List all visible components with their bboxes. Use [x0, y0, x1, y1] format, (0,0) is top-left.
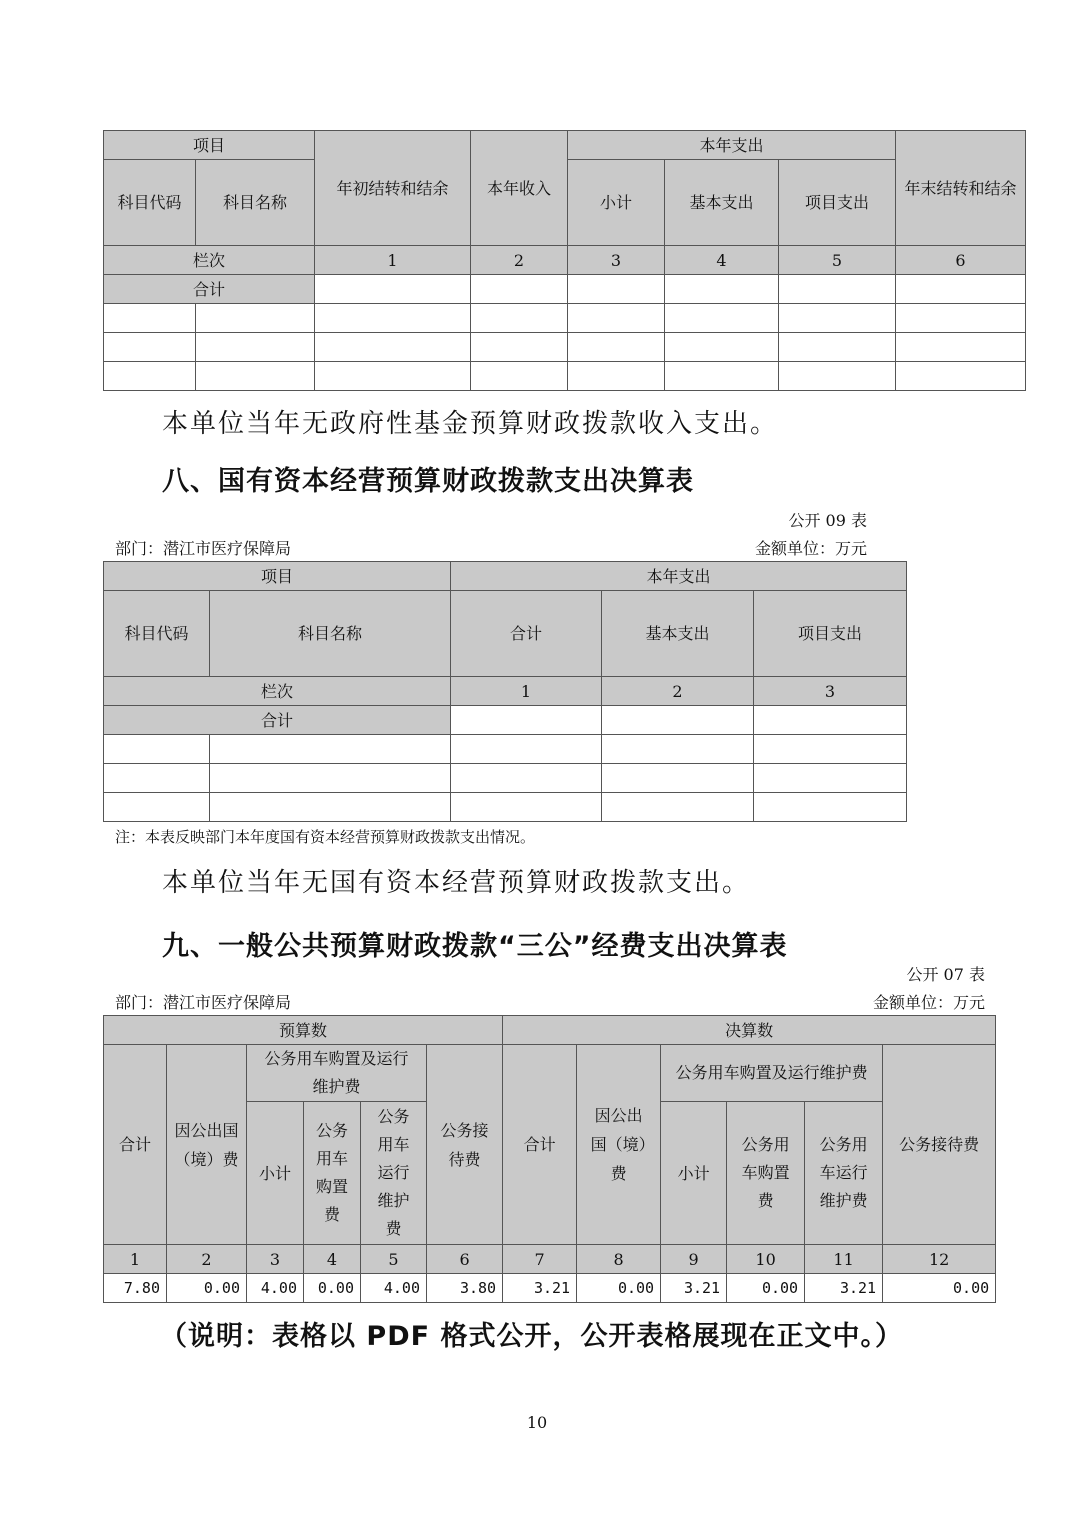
three-public-expense-table: [103, 1015, 996, 1303]
col-number: 4: [304, 1245, 361, 1274]
header-begin-balance: 年初结转和结余: [315, 131, 471, 246]
header-total: 合计: [104, 1045, 167, 1245]
government-fund-table: [103, 130, 1026, 391]
value-cell: 3.21: [805, 1274, 883, 1303]
header-project: 项目: [104, 562, 451, 591]
value-cell: 4.00: [247, 1274, 304, 1303]
header-basic: 基本支出: [602, 591, 754, 677]
header-reception: 公务接待费: [427, 1045, 503, 1245]
header-car-expense: 公务用车购置及运行维护费: [661, 1045, 883, 1102]
cell: [602, 706, 754, 735]
header-expense: 本年支出: [451, 562, 907, 591]
col-number: 6: [896, 246, 1026, 275]
row-column-label: 栏次: [104, 246, 315, 275]
col-number: 1: [451, 677, 602, 706]
cell: [568, 275, 665, 304]
col-number: 1: [315, 246, 471, 275]
row-total-label: 合计: [104, 706, 451, 735]
department-label: 部门：潜江市医疗保障局: [115, 993, 292, 1012]
col-number: 2: [471, 246, 568, 275]
header-total: 合计: [503, 1045, 577, 1245]
col-number: 5: [779, 246, 896, 275]
table-row: [104, 1274, 996, 1303]
explanation-note: （说明：表格以 PDF 格式公开，公开表格展现在正文中。）: [160, 1321, 903, 1352]
table-row: [104, 333, 1026, 362]
cell: [665, 275, 779, 304]
header-basic: 基本支出: [665, 160, 779, 246]
header-name: 科目名称: [196, 160, 315, 246]
header-abroad: 因公出国（境）费: [167, 1045, 247, 1245]
col-number: 4: [665, 246, 779, 275]
header-abroad: 因公出国（境）费: [577, 1045, 661, 1245]
table-note: 注：本表反映部门本年度国有资本经营预算财政拨款支出情况。: [115, 828, 536, 846]
col-number: 9: [661, 1245, 727, 1274]
header-project: 项目: [104, 131, 315, 160]
cell: [754, 706, 907, 735]
section-9-heading: 九、一般公共预算财政拨款“三公”经费支出决算表: [162, 931, 788, 962]
col-number: 3: [754, 677, 907, 706]
table-row: [104, 793, 907, 822]
header-subtotal: 小计: [247, 1102, 304, 1245]
header-reception: 公务接待费: [883, 1045, 996, 1245]
table-row: [104, 764, 907, 793]
value-cell: 0.00: [167, 1274, 247, 1303]
cell: [451, 706, 602, 735]
government-fund-statement: 本单位当年无政府性基金预算财政拨款收入支出。: [162, 409, 779, 439]
col-number: 3: [568, 246, 665, 275]
col-number: 2: [602, 677, 754, 706]
header-expense: 本年支出: [568, 131, 896, 160]
header-subtotal: 小计: [568, 160, 665, 246]
value-cell: 3.21: [661, 1274, 727, 1303]
cell: [896, 275, 1026, 304]
state-capital-table: [103, 561, 907, 822]
value-cell: 3.80: [427, 1274, 503, 1303]
table-number: 公开 09 表: [788, 511, 867, 530]
header-car-purchase: 公务用车购置费: [727, 1102, 805, 1245]
header-item: 项目支出: [779, 160, 896, 246]
cell: [471, 275, 568, 304]
value-cell: 0.00: [577, 1274, 661, 1303]
header-name: 科目名称: [210, 591, 451, 677]
header-final: 决算数: [503, 1016, 996, 1045]
department-label: 部门：潜江市医疗保障局: [115, 539, 292, 558]
table-row: [104, 304, 1026, 333]
header-subtotal: 小计: [661, 1102, 727, 1245]
table-number: 公开 07 表: [906, 965, 985, 984]
table-row: [104, 735, 907, 764]
header-car-purchase: 公务用车购置费: [304, 1102, 361, 1245]
unit-label: 金额单位：万元: [754, 539, 867, 558]
col-number: 5: [361, 1245, 427, 1274]
page-number: 10: [526, 1413, 548, 1432]
header-item: 项目支出: [754, 591, 907, 677]
col-number: 10: [727, 1245, 805, 1274]
header-car-operation: 公务用车运行维护费: [361, 1102, 427, 1245]
header-total: 合计: [451, 591, 602, 677]
col-number: 11: [805, 1245, 883, 1274]
header-income: 本年收入: [471, 131, 568, 246]
table-row: [104, 362, 1026, 391]
unit-label: 金额单位：万元: [872, 993, 985, 1012]
col-number: 7: [503, 1245, 577, 1274]
header-car-expense: 公务用车购置及运行维护费: [247, 1045, 427, 1102]
header-car-operation: 公务用车运行维护费: [805, 1102, 883, 1245]
row-total-label: 合计: [104, 275, 315, 304]
col-number: 12: [883, 1245, 996, 1274]
col-number: 3: [247, 1245, 304, 1274]
value-cell: 4.00: [361, 1274, 427, 1303]
section-8-heading: 八、国有资本经营预算财政拨款支出决算表: [162, 466, 694, 497]
col-number: 8: [577, 1245, 661, 1274]
cell: [779, 275, 896, 304]
row-column-label: 栏次: [104, 677, 451, 706]
header-code: 科目代码: [104, 591, 210, 677]
value-cell: 7.80: [104, 1274, 167, 1303]
value-cell: 0.00: [304, 1274, 361, 1303]
col-number: 2: [167, 1245, 247, 1274]
col-number: 6: [427, 1245, 503, 1274]
col-number: 1: [104, 1245, 167, 1274]
header-end-balance: 年末结转和结余: [896, 131, 1026, 246]
header-code: 科目代码: [104, 160, 196, 246]
value-cell: 0.00: [883, 1274, 996, 1303]
value-cell: 0.00: [727, 1274, 805, 1303]
header-budget: 预算数: [104, 1016, 503, 1045]
state-capital-statement: 本单位当年无国有资本经营预算财政拨款支出。: [162, 868, 751, 898]
cell: [315, 275, 471, 304]
value-cell: 3.21: [503, 1274, 577, 1303]
